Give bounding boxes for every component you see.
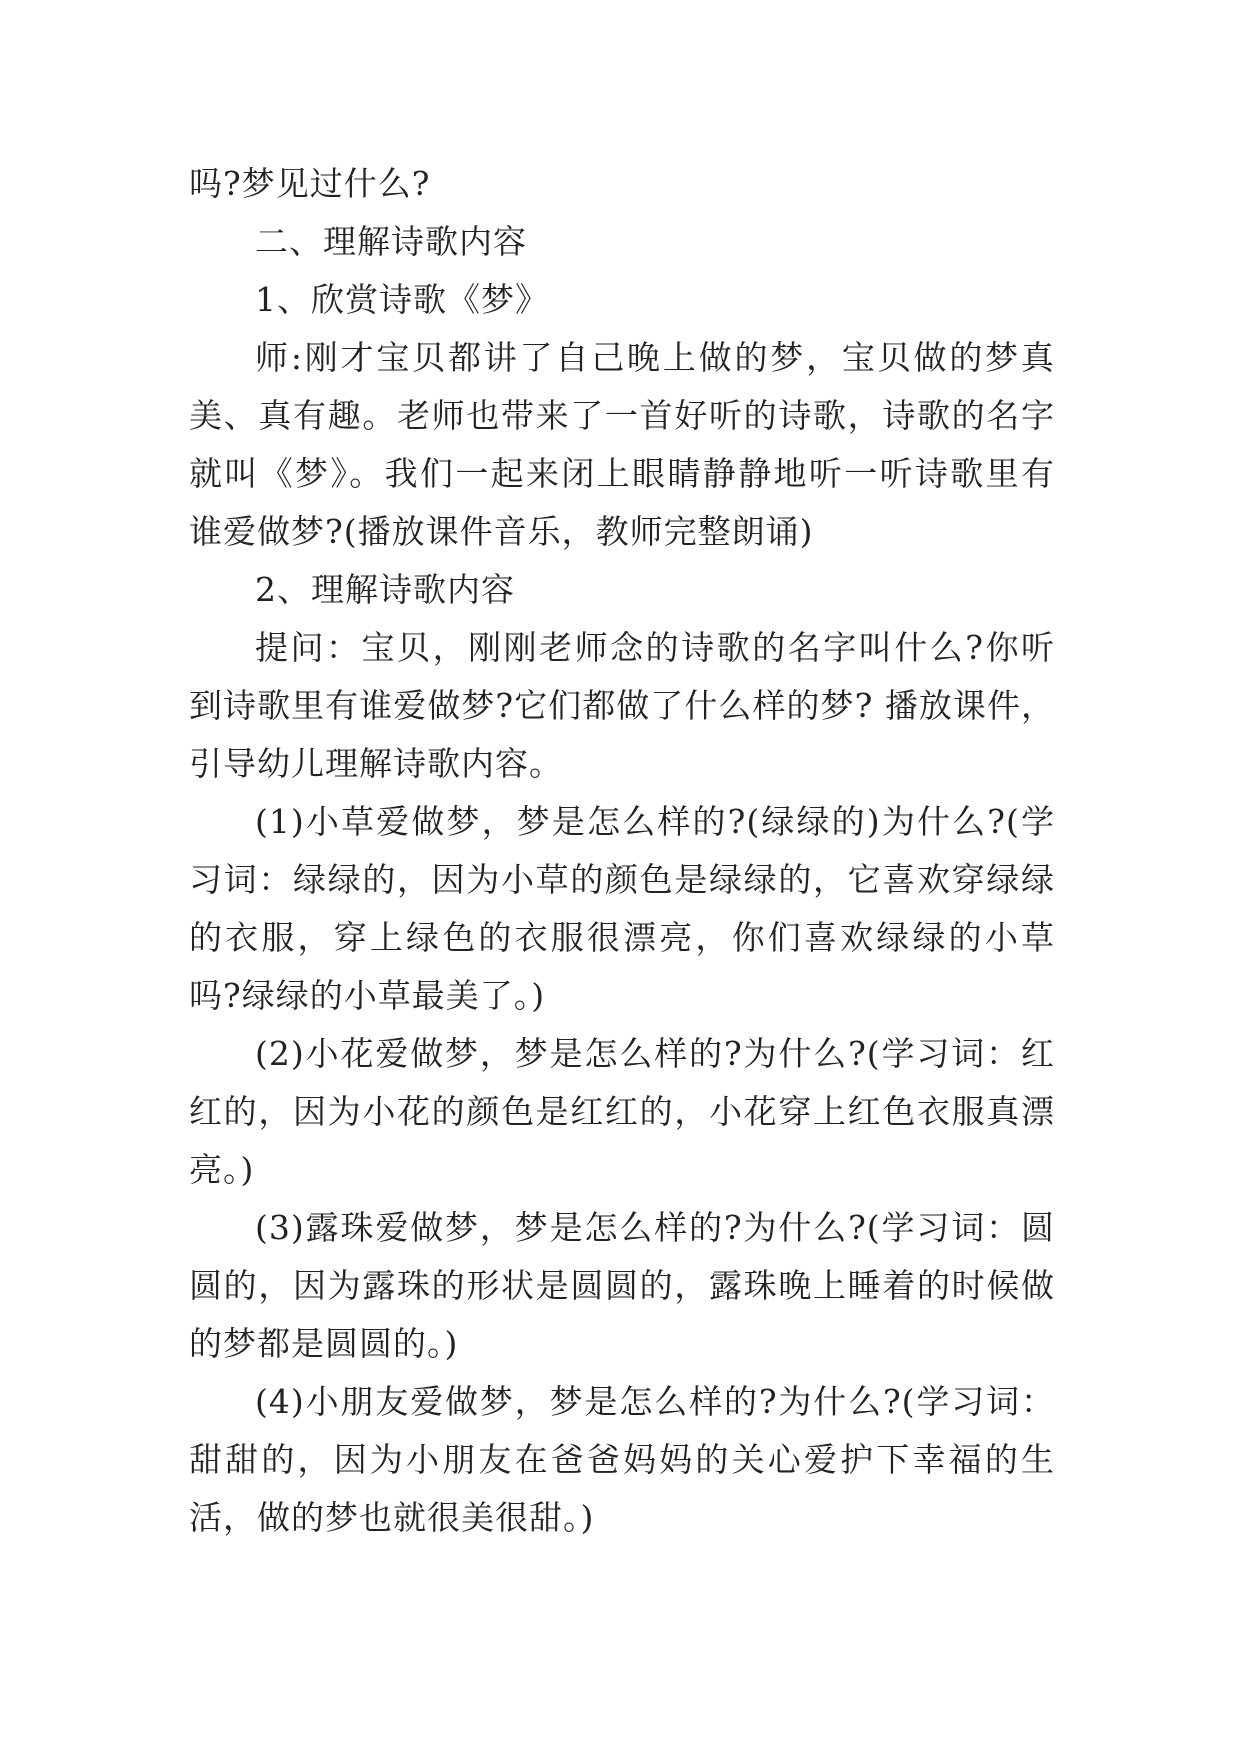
document-body [189, 155, 1055, 1547]
paragraph-children-dream: (4)小朋友爱做梦，梦是怎么样的?为什么?(学习词：甜甜的，因为小朋友在爸爸妈妈的关心爱护下幸福的生活，做的梦也就很美很甜。) [189, 1382, 1055, 1537]
step-heading-appreciate-poem: 1、欣赏诗歌《梦》 [255, 280, 549, 319]
paragraph-grass-dream: (1)小草爱做梦，梦是怎么样的?(绿绿的)为什么?(学习词：绿绿的，因为小草的颜色是绿绿的，它喜欢穿绿绿的衣服，穿上绿色的衣服很漂亮，你们喜欢绿绿的小草吗?绿绿的小草最美了。) [189, 802, 1055, 1015]
step-heading-understand-content: 2、理解诗歌内容 [255, 570, 515, 609]
paragraph-teacher-intro: 师:刚才宝贝都讲了自己晚上做的梦，宝贝做的梦真美、真有趣。老师也带来了一首好听的诗歌，诗歌的名字就叫《梦》。我们一起来闭上眼睛静静地听一听诗歌里有谁爱做梦?(播放课件音乐，教师完整朗诵) [189, 338, 1055, 551]
paragraph-questions: 提问：宝贝，刚刚老师念的诗歌的名字叫什么?你听到诗歌里有谁爱做梦?它们都做了什么样的梦? 播放课件，引导幼儿理解诗歌内容。 [189, 628, 1055, 783]
paragraph-continuation: 吗?梦见过什么? [189, 164, 431, 203]
paragraph-flower-dream: (2)小花爱做梦，梦是怎么样的?为什么?(学习词：红红的，因为小花的颜色是红红的，小花穿上红色衣服真漂亮。) [189, 1034, 1055, 1189]
section-heading-understand-poem: 二、理解诗歌内容 [255, 222, 527, 261]
paragraph-dewdrop-dream: (3)露珠爱做梦，梦是怎么样的?为什么?(学习词：圆圆的，因为露珠的形状是圆圆的，露珠晚上睡着的时候做的梦都是圆圆的。) [189, 1208, 1055, 1363]
